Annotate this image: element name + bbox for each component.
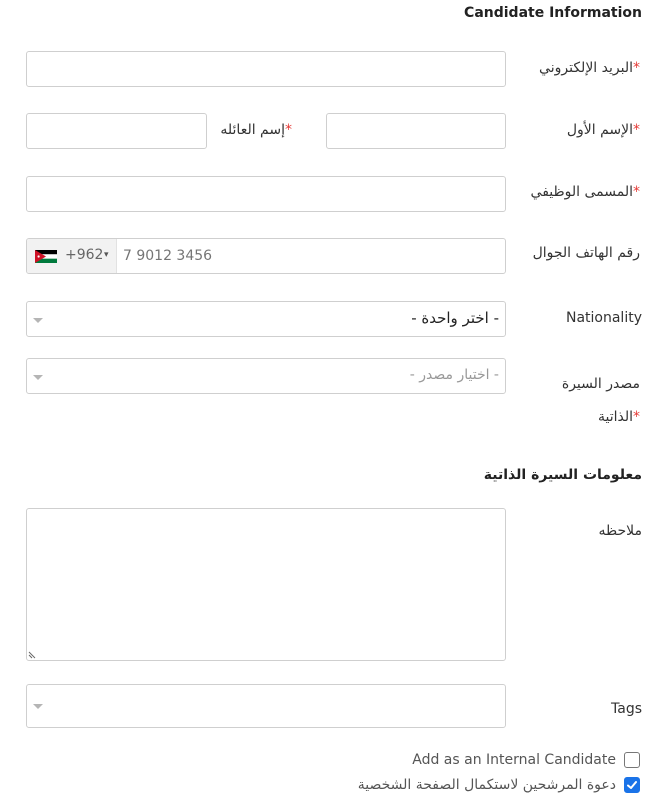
mobile-number-input[interactable] <box>117 239 505 273</box>
required-marker: * <box>633 60 640 76</box>
tags-select[interactable] <box>26 684 506 728</box>
section-title-candidate-information: Candidate Information <box>464 5 642 21</box>
country-code-selector[interactable] <box>27 239 117 273</box>
email-label <box>539 60 640 76</box>
cv-source-select[interactable] <box>26 358 506 394</box>
last-name-label-text: إسم العائله <box>220 122 285 138</box>
required-marker: * <box>633 122 640 138</box>
cv-source-label-line2-text: الذاتية <box>597 409 633 425</box>
internal-candidate-label: Add as an Internal Candidate <box>412 752 616 768</box>
note-textarea[interactable] <box>26 508 506 661</box>
invite-candidates-checkbox[interactable] <box>358 777 640 793</box>
cv-source-label-line1: مصدر السيرة <box>561 376 640 392</box>
first-name-label <box>567 122 640 138</box>
nationality-selected-value: - اختر واحدة - <box>411 309 499 327</box>
checkmark-icon <box>626 779 638 791</box>
first-name-label-text: الإسم الأول <box>566 122 633 138</box>
internal-candidate-checkbox[interactable] <box>412 752 640 768</box>
mobile-field[interactable] <box>26 238 506 274</box>
invite-candidates-label: دعوة المرشحين لاستكمال الصفحة الشخصية <box>357 777 616 793</box>
caret-down-icon <box>33 318 43 323</box>
email-label-text: البريد الإلكتروني <box>539 60 633 76</box>
required-marker: * <box>633 409 640 425</box>
jordan-flag-icon <box>35 250 57 263</box>
tags-label: Tags <box>611 701 642 717</box>
checkbox-unchecked[interactable] <box>624 752 640 768</box>
caret-down-icon <box>33 375 43 380</box>
note-label: ملاحظه <box>598 523 642 539</box>
nationality-label: Nationality <box>565 310 642 326</box>
chevron-down-icon: ▾ <box>104 250 109 260</box>
job-title-field[interactable] <box>26 176 506 212</box>
dial-code: +962 <box>65 247 104 263</box>
cv-source-label <box>562 368 640 434</box>
required-marker: * <box>633 184 640 200</box>
job-title-label-text: المسمى الوظيفي <box>530 184 633 200</box>
job-title-label <box>531 184 640 200</box>
required-marker: * <box>285 122 292 138</box>
first-name-field[interactable] <box>326 113 506 149</box>
nationality-select[interactable] <box>26 301 506 337</box>
resize-handle-icon[interactable] <box>28 649 38 659</box>
last-name-label <box>220 122 292 138</box>
last-name-field[interactable] <box>26 113 207 149</box>
section-title-cv-information: معلومات السيرة الذاتية <box>483 467 642 483</box>
caret-down-icon <box>33 704 43 709</box>
email-field[interactable] <box>26 51 506 87</box>
checkbox-checked[interactable] <box>624 777 640 793</box>
mobile-label: رقم الهاتف الجوال <box>532 245 640 261</box>
cv-source-label-line2 <box>562 401 640 434</box>
cv-source-placeholder: - اختيار مصدر - <box>409 367 499 383</box>
